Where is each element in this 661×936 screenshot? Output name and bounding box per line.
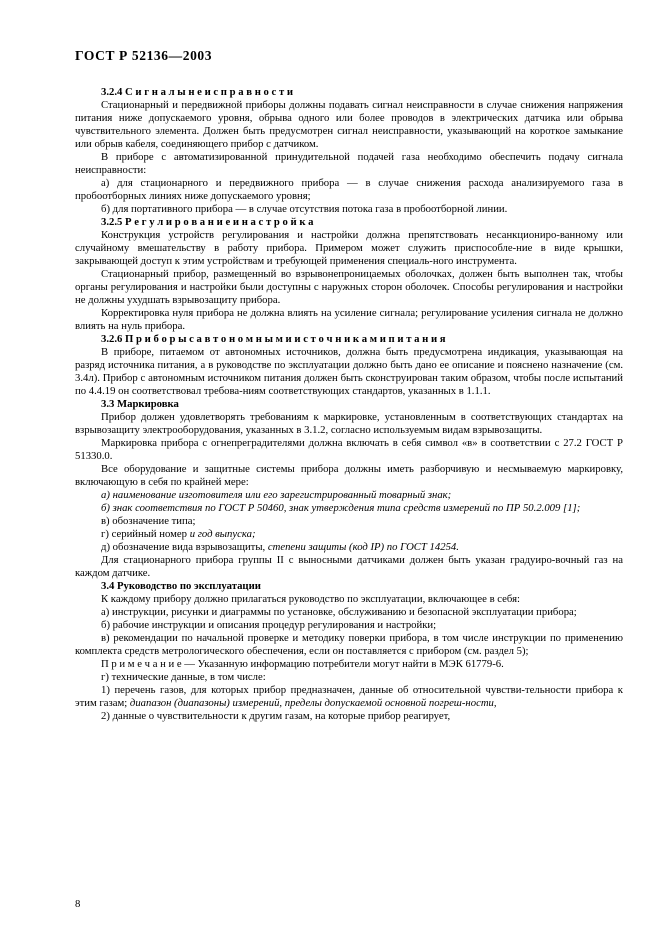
clause-3-2-6-heading: 3.2.6 П р и б о р ы с а в т о н о м н ы м и и с т о ч н и к а м и п и т а н и я	[101, 333, 446, 345]
note-iec-61779-6: П р и м е ч а н и е — Указанную информацию потребители могут найти в МЭК 61779-6.	[101, 658, 504, 670]
list-item-a-stationary: а) для стационарного и передвижного прибора — в случае снижения расхода анализируемого газа в пробоотборных линиях ниже допускаемого уровня;	[75, 177, 623, 202]
paragraph-marking-legible: Все оборудование и защитные системы прибора должны иметь разборчивую и несмываемую маркировку, включающую в себя по крайней мере:	[75, 463, 623, 488]
paragraph-flameproof-enclosure: Стационарный прибор, размещенный во взрывонепроницаемых оболочках, должен быть выполнен так, чтобы органы регулирования и настройки были доступны с наружных сторон оболочек. Способы регулирования и настройки не должны ухудшать взрывозащиту прибора.	[75, 268, 623, 306]
list-item-d-2-other-gases: 2) данные о чувствительности к другим газам, на которые прибор реагирует,	[101, 710, 451, 722]
list-item-c-verification: в) рекомендации по начальной проверке и методику поверки прибора, в том числе инструкции по применению комплекта средств метрологического обеспечения, если он поставляется с прибором (см. раздел 5);	[75, 632, 623, 657]
list-item-d-serial-number	[75, 528, 623, 541]
list-item-c-type-designation: в) обозначение типа;	[101, 515, 196, 527]
list-item-e-protection-type	[75, 541, 623, 554]
list-item-d-technical-data: г) технические данные, в том числе:	[101, 671, 266, 683]
list-item-e-text: д) обозначение вида взрывозащиты,	[101, 541, 268, 553]
list-item-b-conformity-mark: б) знак соответствия по ГОСТ Р 50460, знак утверждения типа средств измерений по ПР 50.2.009 [1];	[101, 502, 581, 514]
list-item-d-text-italic: и год выпуска;	[189, 528, 256, 540]
list-item-d-1-gas-list	[75, 684, 623, 710]
paragraph-adjustment-design: Конструкция устройств регулирования и настройки должна препятствовать несанкциониро-ванному или случайному вмешательству в работу прибора. Примером может служить приспособле-ние в виде крышки, закрывающей доступ к этим устройствам и требующей применения специаль-ного инструмента.	[75, 229, 623, 267]
list-item-a-instructions: а) инструкции, рисунки и диаграммы по установке, обслуживанию и безопасной эксплуатации прибора;	[101, 606, 577, 618]
paragraph-forced-gas-supply: В приборе с автоматизированной принудительной подачей газа необходимо обеспечить подачу сигнала неисправности:	[75, 151, 623, 176]
clause-3-2-5-heading: 3.2.5 Р е г у л и р о в а н и е и н а с т р о й к а	[101, 216, 314, 228]
clause-3-2-4-heading: 3.2.4 С и г н а л ы н е и с п р а в н о с т и	[101, 86, 294, 98]
paragraph-marking-requirements: Прибор должен удовлетворять требованиям к маркировке, установленным в соответствующих стандартах на взрывозащиту электрооборудования, указанных в 3.1.2, согласно используемым видам взрывозащиты.	[75, 411, 623, 436]
paragraph-fault-signals: Стационарный и передвижной приборы должны подавать сигнал неисправности в случае снижения напряжения питания ниже допускаемого уровня, обрыва одного или более проводов в электрических датчика или обрыва чувствительного элемента. Должен быть предусмотрен сигнал неисправности, указывающий на короткое замыкание или обрыв кабеля, соединяющего прибор с датчиком.	[75, 99, 623, 150]
paragraph-autonomous-power: В приборе, питаемом от автономных источников, должна быть предусмотрена индикация, указывающая на разряд источника питания, а в руководстве по эксплуатации должно быть дано ее описание и пояснено назначение (см. 3.4л). Прибор с автономным источником питания должен быть сконструирован таким образом, чтобы после испытаний по 4.4.19 он соответствовал требова-ниям соответствующих стандартов, указанных в 1.1.1.	[75, 346, 623, 397]
section-3-4-heading: 3.4 Руководство по эксплуатации	[101, 580, 261, 592]
list-item-b-operating-instructions: б) рабочие инструкции и описания процедур регулирования и настройки;	[101, 619, 437, 631]
list-item-d-1-text: 1) перечень газов, для которых прибор предназначен, данные об относительной чувстви-тельности прибора к этим газам;	[75, 684, 623, 709]
list-item-d-1-text-italic: диапазон (диапазоны) измерений, пределы допускаемой основной погреш-ности,	[129, 697, 497, 709]
page-number: 8	[75, 898, 81, 910]
list-item-b-portable: б) для портативного прибора — в случае отсутствия потока газа в пробоотборной линии.	[101, 203, 508, 215]
list-item-a-manufacturer: а) наименование изготовителя или его зарегистрированный товарный знак;	[101, 489, 452, 501]
paragraph-manual-intro: К каждому прибору должно прилагаться руководство по эксплуатации, включающее в себя:	[101, 593, 520, 605]
section-3-3-heading: 3.3 Маркировка	[101, 398, 179, 410]
paragraph-flame-arrester-marking: Маркировка прибора с огнепреградителями должна включать в себя символ «в» в соответствии с 27.2 ГОСТ Р 51330.0.	[75, 437, 623, 462]
paragraph-zero-correction: Корректировка нуля прибора не должна влиять на усиление сигнала; регулирование усиления сигнала не должно влиять на нуль прибора.	[75, 307, 623, 332]
document-body	[75, 86, 623, 723]
page-header: ГОСТ Р 52136—2003	[75, 48, 213, 63]
paragraph-group-ii-calibration-gas: Для стационарного прибора группы II с выносными датчиками должен быть указан градуиро-вочный газ на каждом датчике.	[75, 554, 623, 579]
list-item-d-text: г) серийный номер	[101, 528, 190, 540]
list-item-e-text-italic: степени защиты (код IP) по ГОСТ 14254.	[267, 541, 459, 553]
